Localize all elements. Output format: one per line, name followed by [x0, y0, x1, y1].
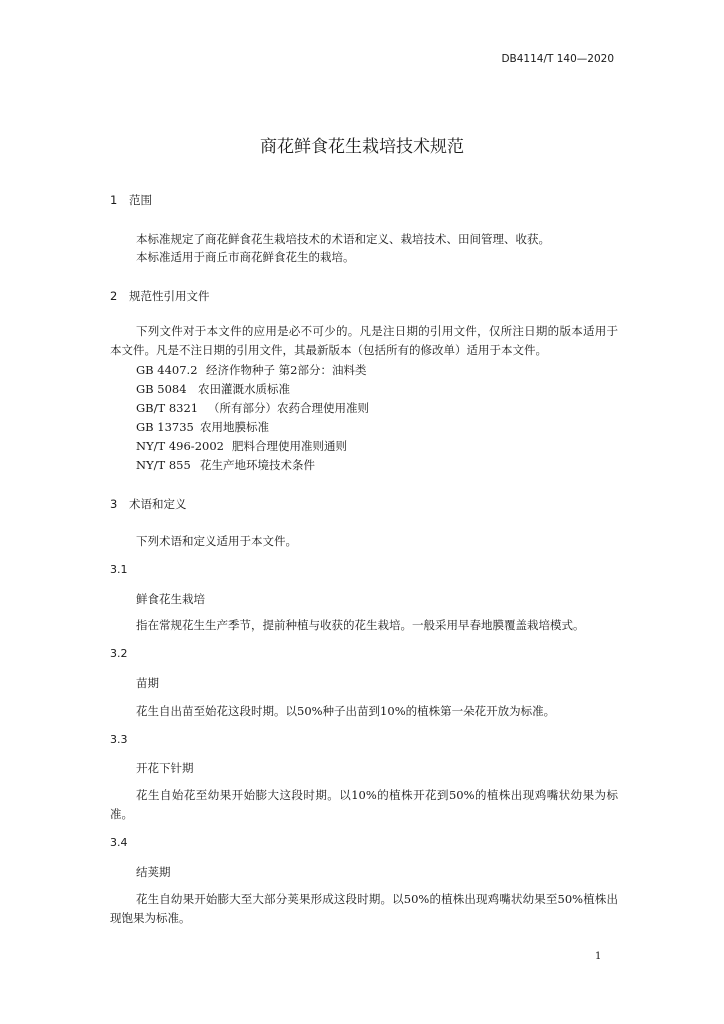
scope-line-1: 本标准规定了商花鲜食花生栽培技术的术语和定义、栽培技术、田间管理、收获。: [136, 232, 550, 246]
section-title: 术语和定义: [129, 497, 187, 511]
term-definition: 指在常规花生生产季节，提前种植与收获的花生栽培。一般采用早春地膜覆盖栽培模式。: [136, 618, 585, 632]
document-title: 商花鲜食花生栽培技术规范: [260, 137, 464, 157]
term-name: 苗期: [136, 676, 159, 690]
term-number: 3.2: [110, 647, 128, 660]
reference-code: NY/T 855: [136, 458, 191, 472]
reference-code: GB/T 8321: [136, 401, 199, 415]
reference-item: [136, 400, 369, 416]
reference-name: 经济作物种子 第2部分：油料类: [206, 363, 367, 377]
section-number: 2: [110, 289, 118, 303]
normative-references-intro: 下列文件对于本文件的应用是必不可少的。凡是注日期的引用文件，仅所注日期的版本适用于本文件。凡是不注日期的引用文件，其最新版本（包括所有的修改单）适用于本文件。: [110, 324, 618, 357]
term-number: 3.4: [110, 836, 128, 849]
reference-code: GB 4407.2: [136, 363, 198, 377]
section-2-heading: [110, 288, 210, 304]
reference-item: [136, 362, 366, 378]
reference-item: [136, 438, 347, 454]
section-1-heading: [110, 192, 152, 208]
term-name: 鲜食花生栽培: [136, 592, 205, 606]
term-definition: 花生自幼果开始膨大至大部分荚果形成这段时期。以50%的植株出现鸡嘴状幼果至50%植株出现饱果为标准。: [110, 892, 618, 925]
section-number: 1: [110, 193, 118, 207]
reference-name: 农用地膜标准: [200, 420, 269, 434]
standard-code: DB4114/T 140—2020: [501, 53, 614, 65]
reference-code: NY/T 496-2002: [136, 439, 224, 453]
term-definition: 花生自出苗至始花这段时期。以50%种子出苗到10%的植株第一朵花开放为标准。: [136, 704, 556, 718]
term-name: 开花下针期: [136, 761, 194, 775]
section-3-heading: [110, 496, 187, 512]
reference-code: GB 13735: [136, 420, 194, 434]
reference-name: 肥料合理使用准则通则: [232, 439, 347, 453]
reference-name: 花生产地环境技术条件: [200, 458, 315, 472]
terms-intro: 下列术语和定义适用于本文件。: [136, 534, 297, 548]
reference-item: [136, 419, 269, 435]
section-number: 3: [110, 497, 118, 511]
scope-line-2: 本标准适用于商丘市商花鲜食花生的栽培。: [136, 250, 355, 264]
term-name: 结荚期: [136, 865, 171, 879]
section-title: 规范性引用文件: [129, 289, 210, 303]
reference-name: 农田灌溉水质标准: [198, 382, 290, 396]
reference-item: [136, 381, 290, 397]
page-number: 1: [595, 951, 602, 962]
reference-name: （所有部分）农药合理使用准则: [208, 401, 369, 415]
reference-code: GB 5084: [136, 382, 187, 396]
reference-item: [136, 457, 315, 473]
section-title: 范围: [129, 193, 152, 207]
term-number: 3.1: [110, 563, 128, 576]
term-definition: 花生自始花至幼果开始膨大这段时期。以10%的植株开花到50%的植株出现鸡嘴状幼果为标准。: [110, 788, 618, 821]
term-number: 3.3: [110, 733, 128, 746]
